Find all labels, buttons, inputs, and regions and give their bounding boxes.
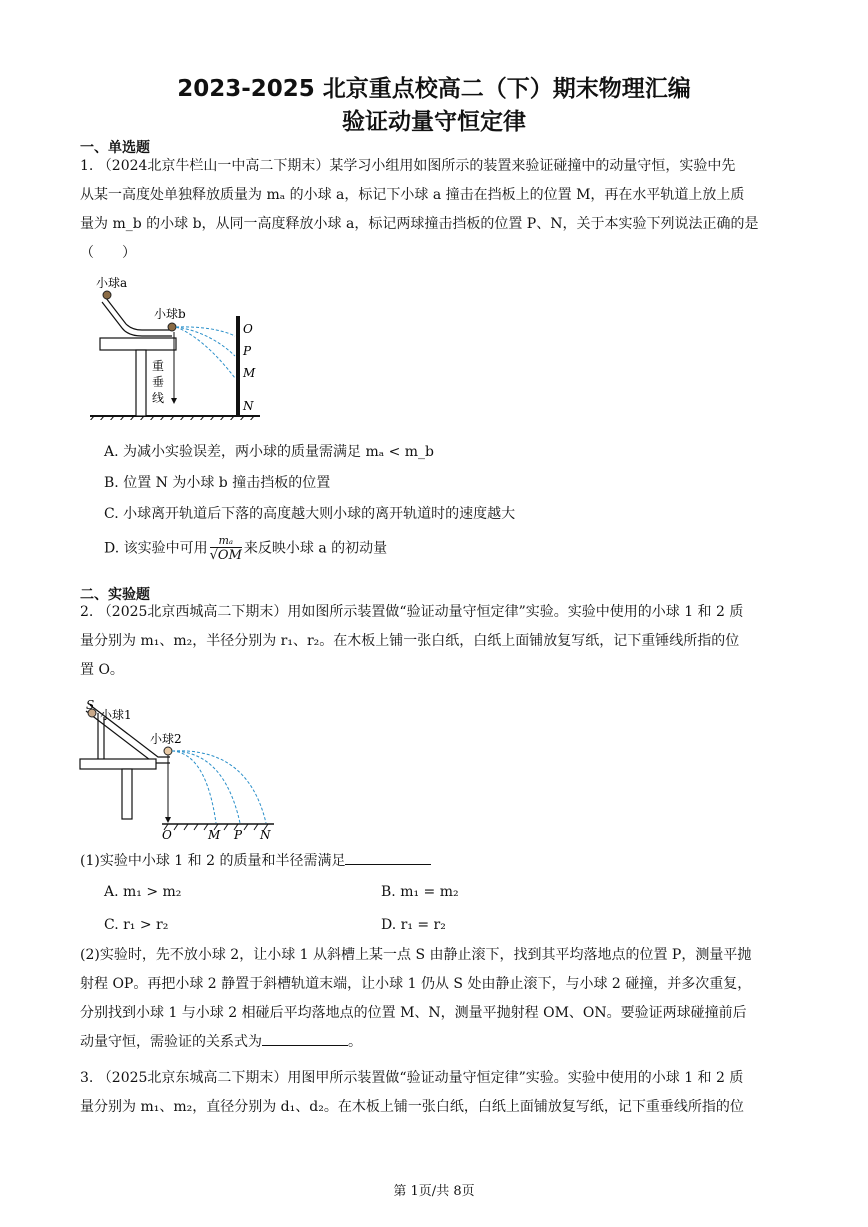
q1-option-d-suffix: 来反映小球 a 的初动量 [243,540,388,557]
question-1-stem [80,152,792,268]
ball-b-icon [168,323,176,331]
table-leg [122,769,132,819]
q2-sub2-line-4 [80,1028,792,1057]
label-ball-a: 小球a [96,276,128,290]
label-s: S [86,698,95,712]
q2-option-d: D. r₁ = r₂ [381,917,446,933]
q3-line-1: 3. （2025北京东城高二下期末）用图甲所示装置做“验证动量守恒定律”实验。实验中使用的小球 1 和 2 质 [80,1070,744,1086]
q1-option-b: B. 位置 N 为小球 b 撞击挡板的位置 [104,475,331,491]
baffle-board [236,316,240,416]
q2-sub2-line-3: 分别找到小球 1 与小球 2 相碰后平均落地点的位置 M、N，测量平抛射程 OM、ON。要验证两球碰撞前后 [80,1005,747,1021]
q2-sub1-text: (1)实验中小球 1 和 2 的质量和半径需满足 [80,853,346,869]
label-point-n: N [260,828,271,842]
fraction-denominator: √OM [209,548,242,563]
q1-option-a: A. 为减小实验误差，两小球的质量需满足 mₐ < m_b [104,444,435,460]
plumb-arrow-icon [171,398,177,404]
document-subtitle: 验证动量守恒定律 [342,109,526,135]
table-top [100,338,176,350]
label-plumb-2: 垂 [152,375,165,389]
label-plumb-3: 线 [152,391,165,405]
q1-option-d-prefix: D. 该实验中可用 [104,540,208,557]
plumb-arrow-icon [165,817,171,823]
label-point-o: O [162,828,172,842]
label-point-m: M [243,366,256,380]
label-point-p: P [234,828,243,842]
label-point-m: M [208,828,221,842]
trajectory-curves [172,751,266,823]
label-point-p: P [243,344,252,358]
label-ball-1: 小球1 [100,708,132,722]
section-heading-single-choice: 一、单选题 [80,140,150,156]
q2-sub2-line-4-text: 动量守恒，需验证的关系式为 [80,1034,262,1050]
q1-line-3: 量为 m_b 的小球 b，从同一高度释放小球 a，标记两球撞击挡板的位置 P、N，关于本实验下列说法正确的是 [80,216,759,232]
label-plumb-1: 重 [152,359,165,373]
q2-line-1: 2. （2025北京西城高二下期末）用如图所示装置做“验证动量守恒定律”实验。实验中使用的小球 1 和 2 质 [80,604,744,620]
label-point-n: N [243,399,254,413]
answer-blank-1 [345,850,431,865]
q1-option-d [104,534,387,563]
question-1-figure [88,270,268,420]
q2-option-b: B. m₁ = m₂ [381,884,459,900]
table-leg [136,350,146,416]
q2-option-a: A. m₁ > m₂ [104,884,182,900]
ball-a-icon [103,291,111,299]
section-heading-experiment: 二、实验题 [80,587,150,603]
q3-line-2: 量分别为 m₁、m₂，直径分别为 d₁、d₂。在木板上铺一张白纸，白纸上面铺放复写纸，记下重垂线所指的位 [80,1099,744,1115]
q2-line-2: 量分别为 m₁、m₂，半径分别为 r₁、r₂。在木板上铺一张白纸，白纸上面铺放复写纸，记下重锤线所指的位 [80,633,740,649]
q1-line-2: 从某一高度处单独释放质量为 mₐ 的小球 a，标记下小球 a 撞击在挡板上的位置 M，再在水平轨道上放上质 [80,187,745,203]
q2-sub2 [80,941,792,1057]
question-2-figure [78,695,278,843]
ball-2-icon [164,747,172,755]
label-point-o: O [243,322,253,336]
fraction-numerator: mₐ [210,534,242,548]
q1-line-4: （ ） [80,245,136,261]
document-title: 2023-2025 北京重点校高二（下）期末物理汇编 [177,76,691,102]
q2-sub1 [80,847,792,876]
q1-line-1: 1. （2024北京牛栏山一中高二下期末）某学习小组用如图所示的装置来验证碰撞中的动量守恒，实验中先 [80,158,736,174]
trajectory-curves [176,327,235,378]
question-3-stem [80,1064,792,1122]
table-top [80,759,156,769]
q2-sub2-line-1: (2)实验时，先不放小球 2，让小球 1 从斜槽上某一点 S 由静止滚下，找到其平均落地点的位置 P，测量平抛 [80,947,752,963]
q1-option-d-fraction [210,534,242,563]
label-ball-2: 小球2 [150,732,182,746]
page-footer: 第 1页/共 8页 [393,1184,475,1199]
question-2-stem [80,598,792,685]
q1-option-c: C. 小球离开轨道后下落的高度越大则小球的离开轨道时的速度越大 [104,506,516,522]
q2-line-3: 置 O。 [80,662,124,678]
q2-option-c: C. r₁ > r₂ [104,917,169,933]
label-ball-b: 小球b [154,307,186,321]
answer-blank-2 [262,1031,348,1046]
q2-sub2-end: 。 [348,1034,362,1050]
q2-sub2-line-2: 射程 OP。再把小球 2 静置于斜槽轨道末端，让小球 1 仍从 S 处由静止滚下，与小球 2 碰撞，并多次重复， [80,976,752,992]
